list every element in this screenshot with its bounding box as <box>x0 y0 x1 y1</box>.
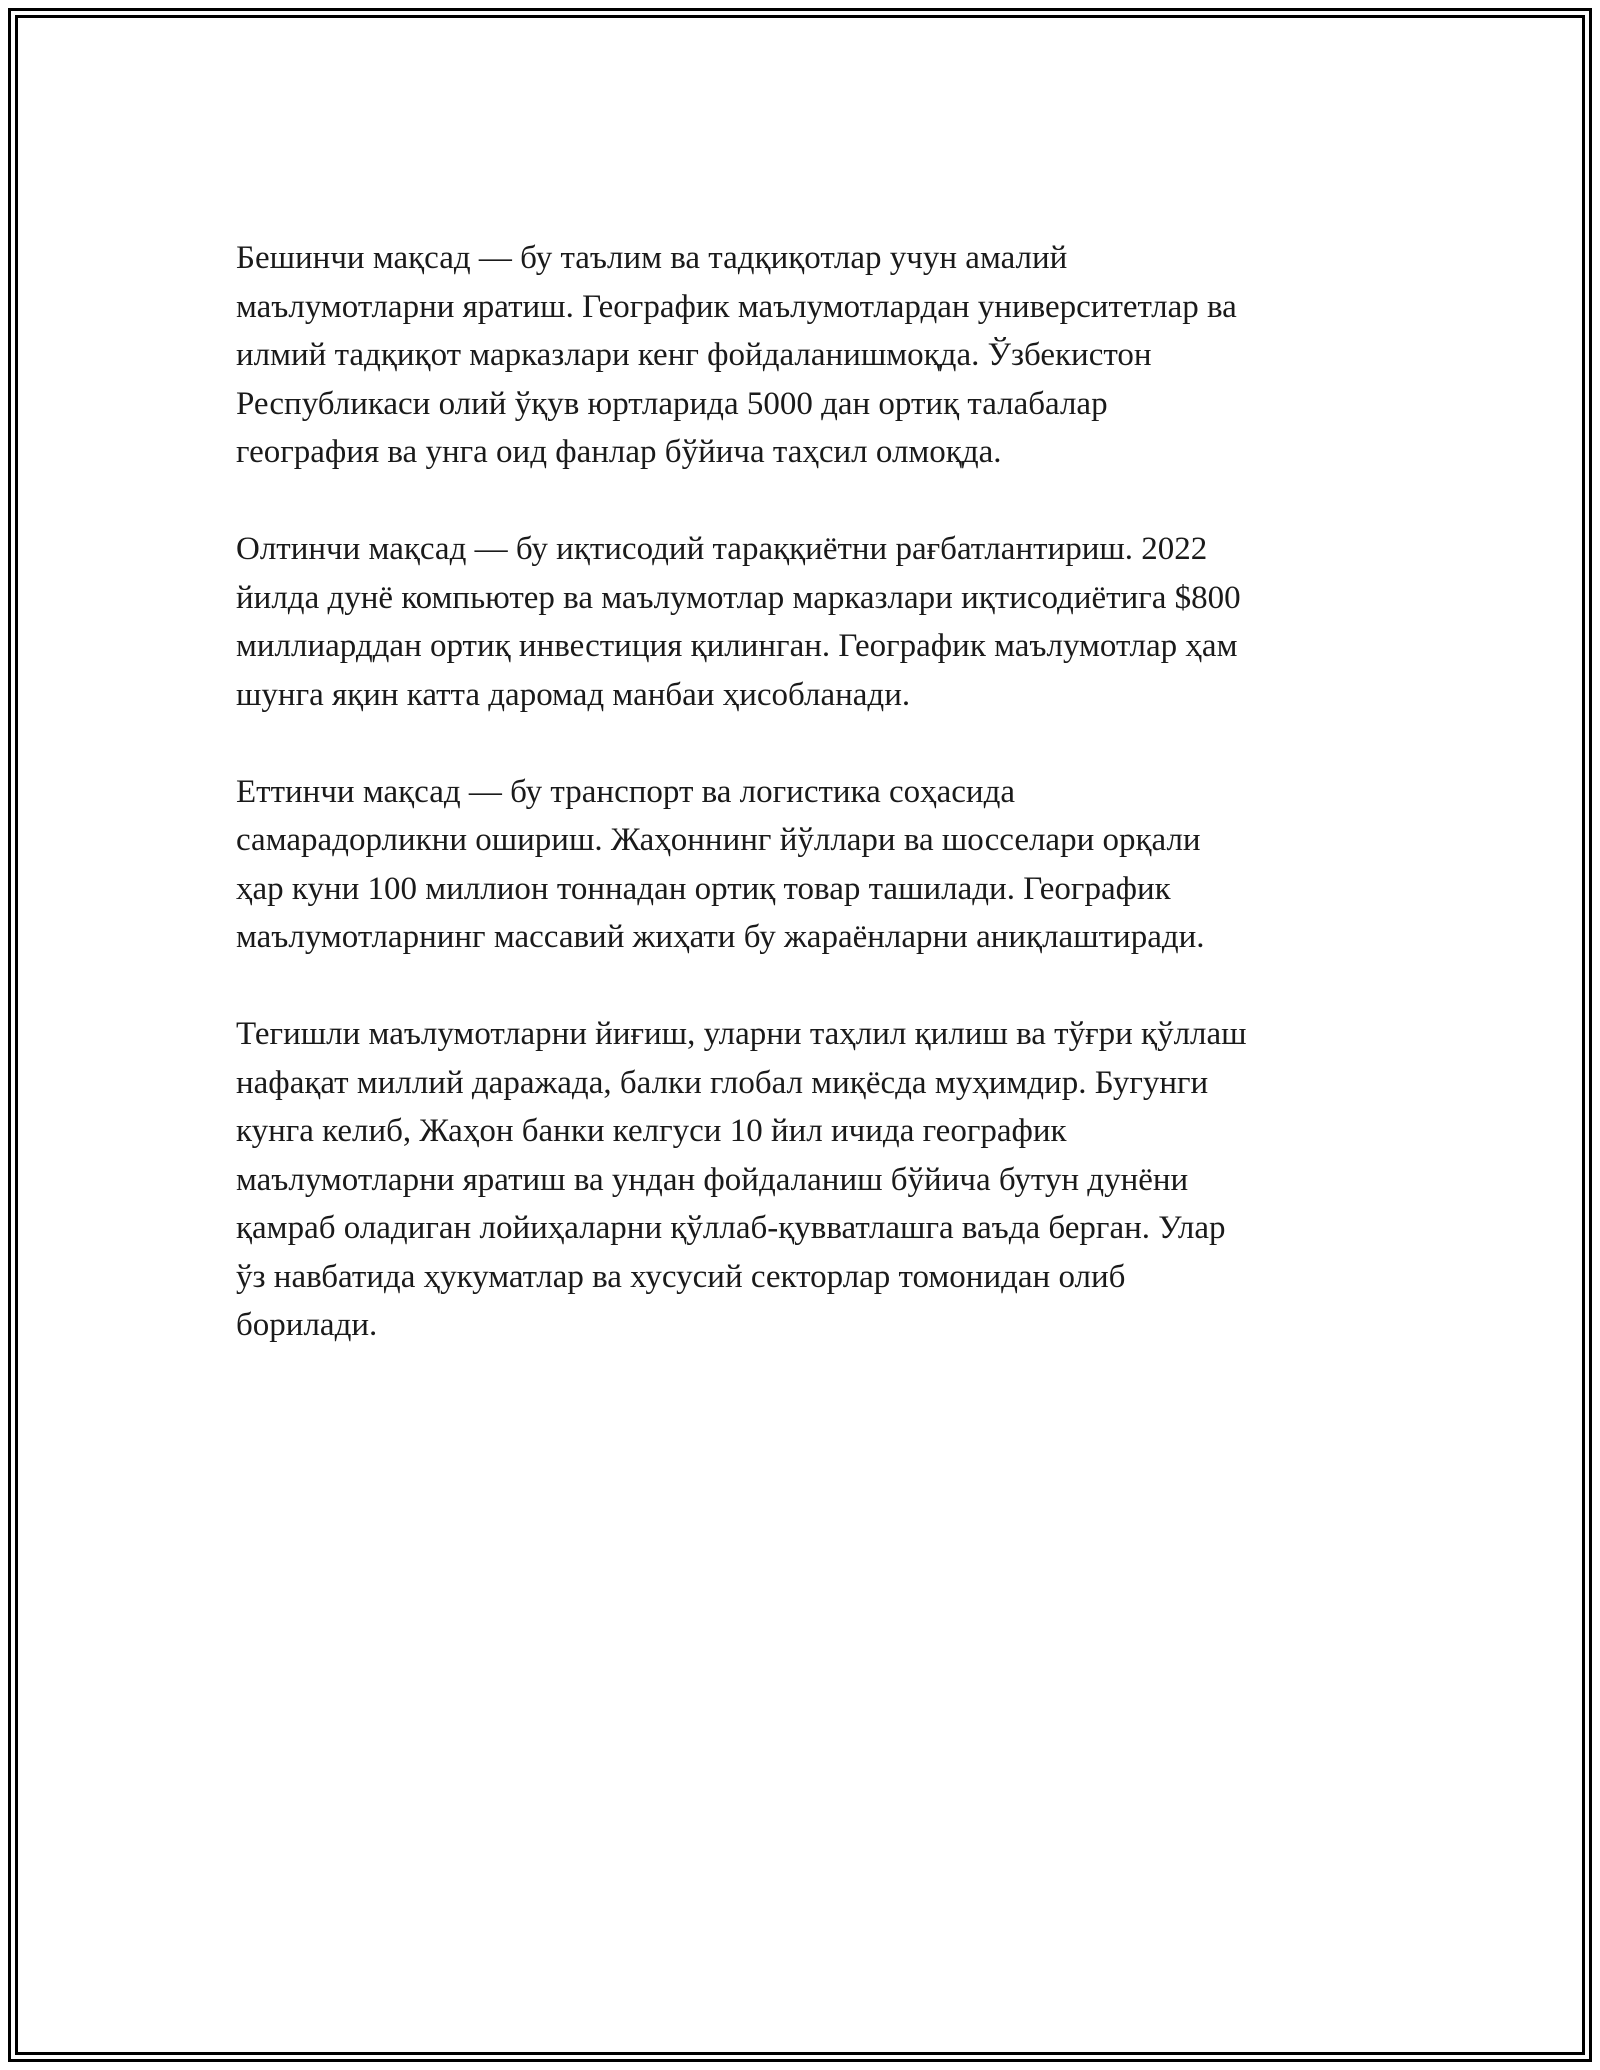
text-line: қамраб оладиган лойиҳаларни қўллаб-қувватлашга ваъда берган. Улар <box>236 1210 1226 1246</box>
text-line: Олтинчи мақсад — бу иқтисодий тараққиётни рағбатлантириш. 2022 <box>236 531 1208 567</box>
text-line: Еттинчи мақсад — бу транспорт ва логистика соҳасида <box>236 773 1016 810</box>
text-line: илмий тадқиқот марказлари кенг фойдаланишмоқда. Ўзбекистон <box>236 337 1152 373</box>
text-line: ҳар куни 100 миллион тоннадан ортиқ товар ташилади. Географик <box>236 870 1171 907</box>
text-line: нафақат миллий даражада, балки глобал миқёсда муҳимдир. Бугунги <box>236 1064 1209 1101</box>
paragraph-goal-six <box>236 525 1376 719</box>
text-line: борилади. <box>236 1307 378 1343</box>
text-line: шунга яқин катта даромад манбаи ҳисобланади. <box>236 676 911 713</box>
text-line: йилда дунё компьютер ва маълумотлар марказлари иқтисодиётига $800 <box>236 579 1241 616</box>
text-line: маълумотларни яратиш ва ундан фойдаланиш бўйича бутун дунёни <box>236 1161 1189 1198</box>
paragraph-goal-seven <box>236 768 1376 962</box>
text-line: самарадорликни ошириш. Жаҳоннинг йўллари ва шосселари орқали <box>236 822 1201 858</box>
paragraph-goal-five <box>236 234 1376 477</box>
text-line: география ва унга оид фанлар бўйича таҳсил олмоқда. <box>236 434 1002 470</box>
text-line: маълумотларнинг массавий жиҳати бу жараёнларни аниқлаштиради. <box>236 919 1205 955</box>
text-line: кунга келиб, Жаҳон банки келгуси 10 йил ичида географик <box>236 1113 1067 1149</box>
paragraph-conclusion <box>236 1010 1376 1350</box>
text-line: Республикаси олий ўқув юртларида 5000 дан ортиқ талабалар <box>236 385 1108 422</box>
text-line: миллиарддан ортиқ инвестиция қилинган. Географик маълумотлар ҳам <box>236 628 1238 664</box>
document-body <box>236 234 1376 1398</box>
text-line: ўз навбатида ҳукуматлар ва хусусий секторлар томонидан олиб <box>236 1258 1126 1295</box>
text-line: маълумотларни яратиш. Географик маълумотлардан университетлар ва <box>236 288 1237 325</box>
text-line: Бешинчи мақсад — бу таълим ва тадқиқотлар учун амалий <box>236 240 1068 276</box>
text-line: Тегишли маълумотларни йиғиш, уларни таҳлил қилиш ва тўғри қўллаш <box>236 1016 1247 1052</box>
